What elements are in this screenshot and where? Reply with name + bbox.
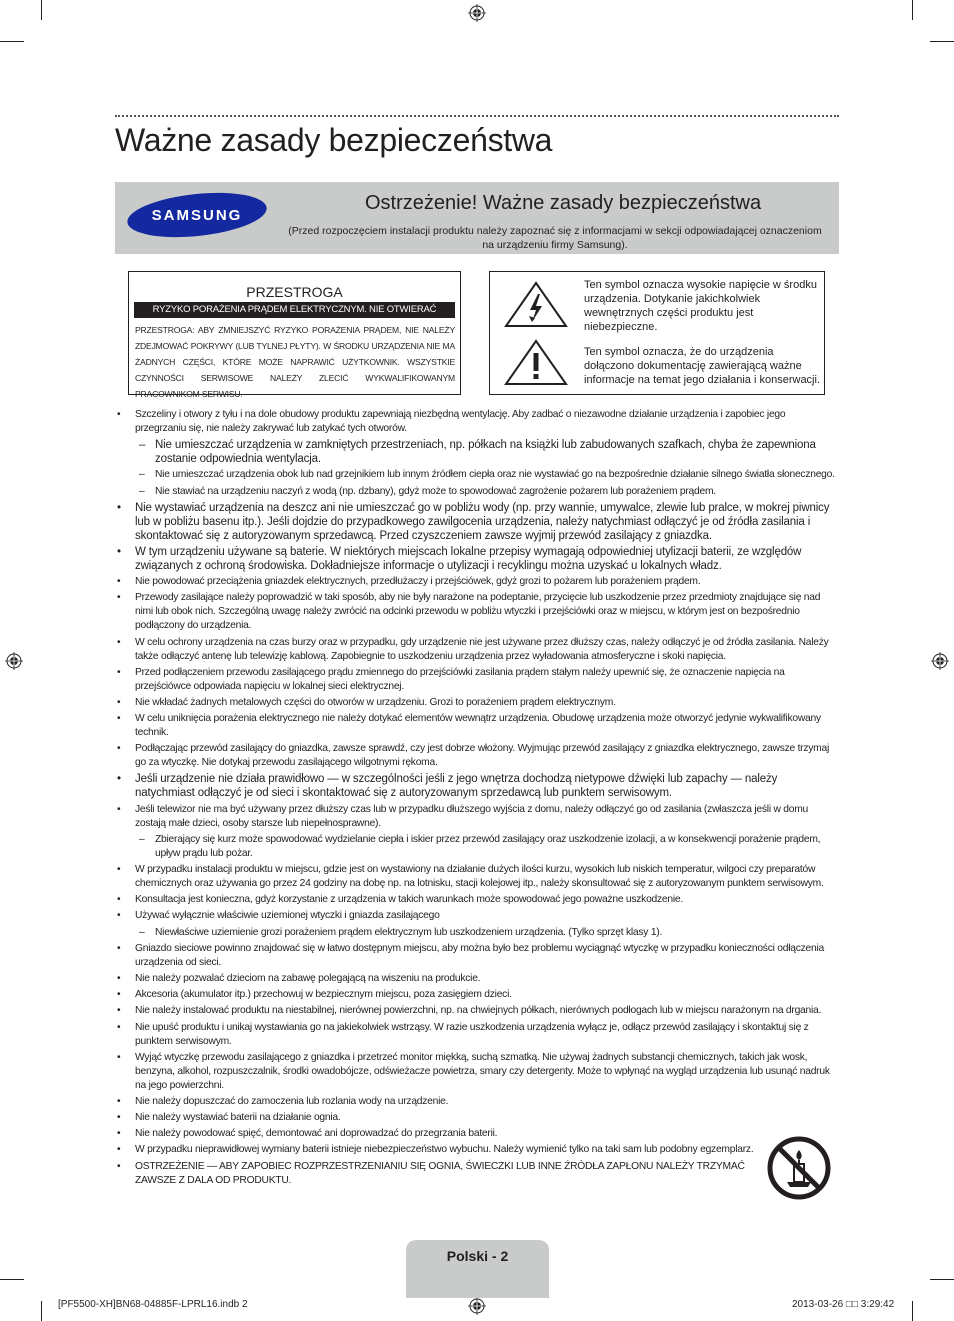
symbol-text-manual: Ten symbol oznacza, że do urządzenia dołączono dokumentację zawierającą ważne informacje na temat jego działania i konserwacji. — [584, 346, 821, 386]
list-item: • Konsultacja jest konieczna, gdyż korzystanie z urządzenia w takich warunkach może spowodować jego poważne uszkodzenie. — [115, 893, 839, 907]
safety-instructions-list — [115, 408, 839, 1190]
list-item: • W celu ochrony urządzenia na czas burzy oraz w przypadku, gdy urządzenie nie jest używane przez dłuższy czas, należy odłączyć je od źródła zasilania. Należy także odłączyć antenę lub telewizję kablową. Zapobiegnie to uszkodzeniu urządzenia przez wyładowania atmosferyczne i skoki napięcia. — [115, 636, 839, 664]
symbol-text-voltage: Ten symbol oznacza wysokie napięcie w środku urządzenia. Dotykanie jakichkolwiek wewnętrznych części produktu jest niebezpieczne. — [584, 279, 817, 333]
list-item: • Przewody zasilające należy poprowadzić w taki sposób, aby nie były narażone na podeptanie, przycięcie lub uszkodzenie przez przedmioty znajdujące się nad nimi lub obok nich. Szczególną uwagę należy zwrócić na odcinki przewodu w pobliżu wtyczki i przejściówki oraz w miejscu, w którym jest on bezpośrednio podłączony do urządzenia. — [115, 591, 839, 633]
registration-mark-icon — [5, 652, 23, 670]
registration-mark-icon — [931, 652, 949, 670]
banner-heading: Ostrzeżenie! Ważne zasady bezpieczeństwa — [365, 192, 762, 214]
page-number: Polski - 2 — [446, 1248, 509, 1264]
list-item: • Wyjąć wtyczkę przewodu zasilającego z gniazdka i przetrzeć monitor miękką, suchą szmatką. Nie używaj żadnych substancji chemicznych, takich jak wosk, benzyna, alkohol, rozpuszczalnik, środki owadobójcze, odświeżacze powietrza, smary czy detergenty. Może to wpłynąć na wygląd urządzenia lub usunąć nadruk na jego powierzchni. — [115, 1051, 839, 1093]
list-item: • Szczeliny i otwory z tyłu i na dole obudowy produktu zapewniają niezbędną wentylację. Aby zadbać o niezawodne działanie urządzenia i zapobiec jego przegrzaniu się, nie należy zakrywać lub zatykać tych otworów. — [115, 408, 839, 436]
list-item: • W tym urządzeniu używane są baterie. W niektórych miejscach lokalne przepisy wymagają odpowiedniej utylizacji baterii, ze względów związanych z ochroną środowiska. Dokładniejsze informacje o utylizacji i recyklingu można uzyskać u lokalnych władz. — [115, 545, 839, 573]
list-item: • Nie należy wystawiać baterii na działanie ognia. — [115, 1111, 839, 1125]
list-item: • Jeśli telewizor nie ma być używany przez dłuższy czas lub w przypadku dłuższego wyjścia z domu, należy odłączyć go od zasilania (zwłaszcza jeśli w domu zostają małe dzieci, osoby starsze lub niepełnosprawne). — [115, 803, 839, 831]
exclamation-triangle-icon — [502, 338, 570, 386]
list-item: • Nie wystawiać urządzenia na deszcz ani nie umieszczać go w pobliżu wody (np. przy wannie, umywalce, zlewie lub pralce, w mokrej piwnicy lub w pobliżu basenu itp.). Jeśli dojdzie do przypadkowego zawilgocenia urządzenia, należy natychmiast odłączyć je od źródła zasilania i skontaktować się z autoryzowanym sprzedawcą. Przed czyszczeniem zawsze wyjmij przewód zasilający z gniazdka. — [115, 501, 839, 543]
symbols-box — [489, 271, 825, 395]
list-item: • Przed podłączeniem przewodu zasilającego prądu zmiennego do przejściówki zasilania prądem stałym należy upewnić się, że oznaczenie napięcia na przejściówce odpowiada napięciu w lokalnej sieci elektrycznej. — [115, 666, 839, 694]
list-item: – Nie umieszczać urządzenia w zamkniętych przestrzeniach, np. półkach na książki lub zabudowanych szafkach, chyba że zapewniona zostanie odpowiednia wentylacja. — [115, 438, 839, 466]
list-item: • Jeśli urządzenie nie działa prawidłowo — w szczególności jeśli z jego wnętrza dochodzą nietypowe dźwięki lub zapachy — należy natychmiast odłączyć je od sieci i skontaktować się z autoryzowanym sprzedawcą lub punktem serwisowym. — [115, 772, 839, 800]
list-item: • Nie należy dopuszczać do zamoczenia lub rozlania wody na urządzenie. — [115, 1095, 839, 1109]
list-item: • W przypadku nieprawidłowej wymiany baterii istnieje niebezpieczeństwo wybuchu. Należy wymienić tylko na taki sam lub podobny egzemplarz. — [115, 1143, 839, 1157]
registration-mark-icon — [468, 1297, 486, 1315]
list-item: • Używać wyłącznie właściwie uziemionej wtyczki i gniazda zasilającego — [115, 909, 839, 923]
crop-mark — [0, 41, 24, 42]
list-item: • OSTRZEŻENIE — ABY ZAPOBIEC ROZPRZESTRZENIANIU SIĘ OGNIA, ŚWIECZKI LUB INNE ŹRÓDŁA ZAPŁONU NALEŻY TRZYMAĆ ZAWSZE Z DALA OD PRODUKTU. — [115, 1160, 839, 1188]
list-item: – Niewłaściwe uziemienie grozi porażeniem prądem elektrycznym lub uszkodzeniem urządzenia. (Tylko sprzęt klasy 1). — [115, 926, 839, 940]
caution-text: PRZESTROGA: ABY ZMNIEJSZYĆ RYZYKO PORAŻENIA PRĄDEM, NIE NALEŻY ZDEJMOWAĆ POKRYWY (LUB TYLNEJ PŁYTY). W ŚRODKU URZĄDZENIA NIE MA ŻADNYCH CZĘŚCI, KTÓRE MOŻE NAPRAWIĆ UŻYTKOWNIK. WSZYSTKIE CZYNNOŚCI SERWISOWE NALEŻY ZLECIĆ WYKWALIFIKOWANYM PRACOWNIKOM SERWISU. — [135, 325, 455, 399]
crop-mark — [912, 1301, 913, 1321]
list-item: • Nie należy instalować produktu na niestabilnej, nierównej powierzchni, np. na chwiejnych półkach, nierównych podłogach lub w miejscu narażonym na drgania. — [115, 1004, 839, 1018]
list-item: • Nie należy pozwalać dzieciom na zabawę polegającą na wiszeniu na produkcie. — [115, 972, 839, 986]
crop-mark — [41, 1301, 42, 1321]
list-item: • Nie upuść produktu i unikaj wystawiania go na jakiekolwiek wstrząsy. W razie uszkodzenia urządzenia wyłącz je, odłącz przewód zasilający i skontaktuj się z punktem serwisowym. — [115, 1021, 839, 1049]
page-title: Ważne zasady bezpieczeństwa — [115, 122, 553, 158]
list-item: • Nie wkładać żadnych metalowych części do otworów w urządzeniu. Grozi to porażeniem prądem elektrycznym. — [115, 696, 839, 710]
page-number-tab — [406, 1240, 549, 1298]
list-item: • Gniazdo sieciowe powinno znajdować się w łatwo dostępnym miejscu, aby można było bez problemu wyciągnąć wtyczkę w przypadku konieczności odłączenia urządzenia od sieci. — [115, 942, 839, 970]
print-timestamp: 2013-03-26 □□ 3:29:42 — [792, 1299, 895, 1310]
crop-mark — [0, 1279, 24, 1280]
list-item: • Akcesoria (akumulator itp.) przechowuj w bezpiecznym miejscu, poza zasięgiem dzieci. — [115, 988, 839, 1002]
crop-mark — [930, 41, 954, 42]
file-slug: [PF5500-XH]BN68-04885F-LPRL16.indb 2 — [58, 1299, 248, 1310]
list-item: – Nie umieszczać urządzenia obok lub nad grzejnikiem lub innym źródłem ciepła oraz nie wystawiać go na bezpośrednie działanie silnego światła słonecznego. — [115, 468, 839, 482]
caution-title: PRZESTROGA — [246, 284, 343, 300]
crop-mark — [912, 0, 913, 20]
list-item: • W celu uniknięcia porażenia elektrycznego nie należy dotykać elementów wewnątrz urządzenia. Obudowę urządzenia może otworzyć jedynie wykwalifikowany technik. — [115, 712, 839, 740]
crop-mark — [930, 1279, 954, 1280]
lightning-bolt-icon — [502, 280, 570, 328]
crop-mark — [41, 0, 42, 20]
list-item: • Podłączając przewód zasilający do gniazdka, zawsze sprawdź, czy jest dobrze włożony. Wyjmując przewód zasilający z gniazdka elektrycznego, zawsze trzymaj go za wtyczkę. Nie dotykaj przewodu zasilającego wilgotnymi rękoma. — [115, 742, 839, 770]
warning-banner — [115, 182, 839, 254]
logo-text: SAMSUNG — [151, 207, 243, 224]
title-rule — [115, 115, 839, 117]
banner-note: (Przed rozpoczęciem instalacji produktu należy zapoznać się z informacjami w sekcji odpowiadającej oznaczeniom na urządzeniu firmy Samsung). — [288, 225, 822, 251]
samsung-logo — [125, 190, 269, 240]
list-item: • Nie należy powodować spięć, demontować ani doprowadzać do przegrzania baterii. — [115, 1127, 839, 1141]
list-item: • Nie powodować przeciążenia gniazdek elektrycznych, przedłużaczy i przejściówek, gdyż grozi to pożarem lub porażeniem prądem. — [115, 575, 839, 589]
list-item: – Zbierający się kurz może spowodować wydzielanie ciepła i iskier przez przewód zasilający oraz uszkodzenie izolacji, a w konsekwencji porażenie prądem, upływ prądu lub pożar. — [115, 833, 839, 861]
list-item: – Nie stawiać na urządzeniu naczyń z wodą (np. dzbany), gdyż może to spowodować zagrożenie pożarem lub porażeniem prądem. — [115, 485, 839, 499]
caution-bar: RYZYKO PORAŻENIA PRĄDEM ELEKTRYCZNYM. NIE OTWIERAĆ — [134, 302, 455, 318]
list-item: • W przypadku instalacji produktu w miejscu, gdzie jest on wystawiony na działanie dużych ilości kurzu, wysokich lub niskich temperatur, wilgoci czy preparatów chemicznych oraz używania go przez 24 godziny na dobę np. na lotnisku, stacji kolejowej itp., należy skonsultować się z autoryzowanym punktem serwisowym. — [115, 863, 839, 891]
no-open-flame-icon — [767, 1136, 831, 1200]
registration-mark-icon — [468, 4, 486, 22]
caution-box — [128, 271, 461, 399]
